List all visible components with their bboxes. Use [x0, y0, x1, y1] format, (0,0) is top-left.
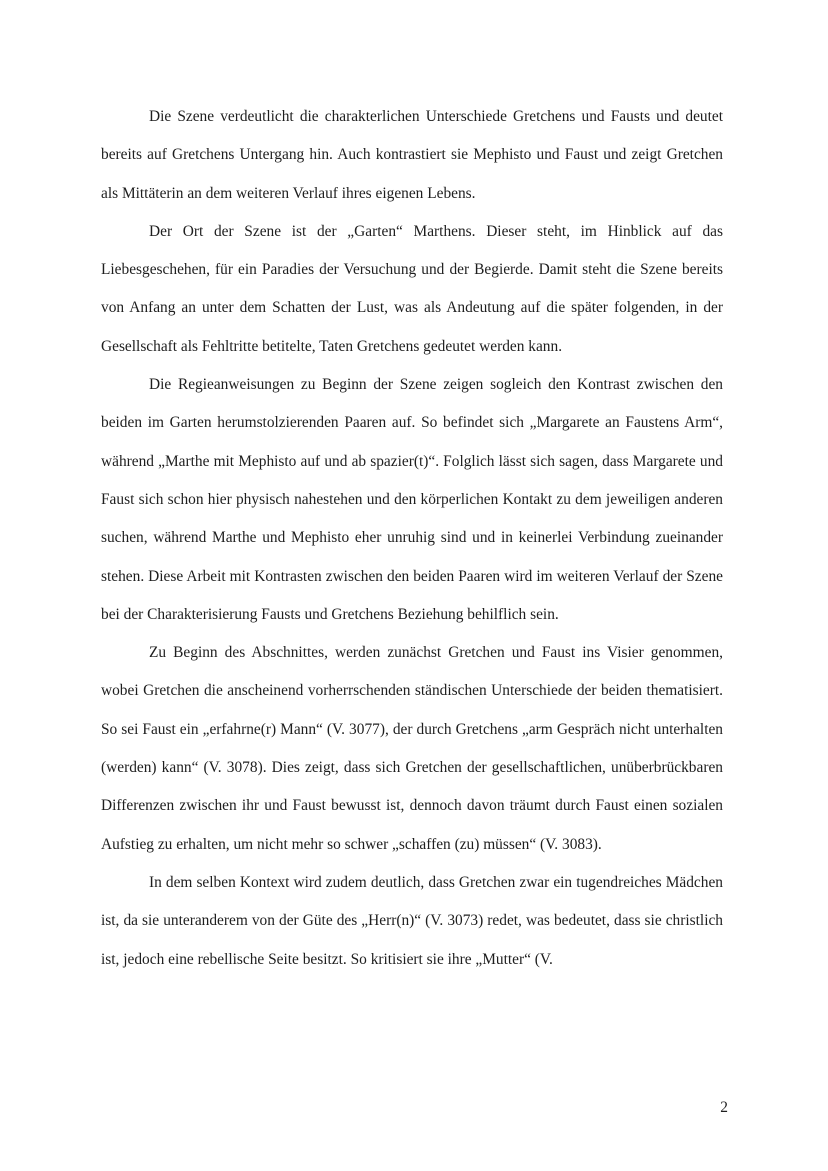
- paragraph-2: Der Ort der Szene ist der „Garten“ Marthens. Dieser steht, im Hinblick auf das Liebesgeschehen, für ein Paradies der Versuchung und der Begierde. Damit steht die Szene bereits von Anfang an unter dem Schatten der Lust, was als Andeutung auf die später folgenden, in der Gesellschaft als Fehltritte betitelte, Taten Gretchens gedeutet werden kann.: [101, 222, 723, 355]
- paragraph-3: Die Regieanweisungen zu Beginn der Szene zeigen sogleich den Kontrast zwischen den beiden im Garten herumstolzierenden Paaren auf. So befindet sich „Margarete an Faustens Arm“, während „Marthe mit Mephisto auf und ab spazier(t)“. Folglich lässt sich sagen, dass Margarete und Faust sich schon hier physisch nahestehen und den körperlichen Kontakt zu dem jeweiligen anderen suchen, während Marthe und Mephisto eher unruhig sind und in keinerlei Verbindung zueinander stehen. Diese Arbeit mit Kontrasten zwischen den beiden Paaren wird im weiteren Verlauf der Szene bei der Charakterisierung Fausts und Gretchens Beziehung behilflich sein.: [101, 376, 723, 623]
- paragraph-5: In dem selben Kontext wird zudem deutlich, dass Gretchen zwar ein tugendreiches Mädchen ist, da sie unteranderem von der Güte des „Herr(n)“ (V. 3073) redet, was bedeutet, dass sie christlich ist, jedoch eine rebellische Seite besitzt. So kritisiert sie ihre „Mutter“ (V.: [101, 873, 723, 968]
- body-text: [101, 98, 723, 979]
- paragraph-4: Zu Beginn des Abschnittes, werden zunächst Gretchen und Faust ins Visier genommen, wobei Gretchen die anscheinend vorherrschenden ständischen Unterschiede der beiden thematisiert. So sei Faust ein „erfahrne(r) Mann“ (V. 3077), der durch Gretchens „arm Gespräch nicht unterhalten (werden) kann“ (V. 3078). Dies zeigt, dass sich Gretchen der gesellschaftlichen, unüberbrückbaren Differenzen zwischen ihr und Faust bewusst ist, dennoch davon träumt durch Faust einen sozialen Aufstieg zu erhalten, um nicht mehr so schwer „schaffen (zu) müssen“ (V. 3083).: [101, 644, 723, 853]
- paragraph-1: Die Szene verdeutlicht die charakterlichen Unterschiede Gretchens und Fausts und deutet bereits auf Gretchens Untergang hin. Auch kontrastiert sie Mephisto und Faust und zeigt Gretchen als Mittäterin an dem weiteren Verlauf ihres eigenen Lebens.: [101, 108, 723, 202]
- page-number: 2: [720, 1099, 728, 1116]
